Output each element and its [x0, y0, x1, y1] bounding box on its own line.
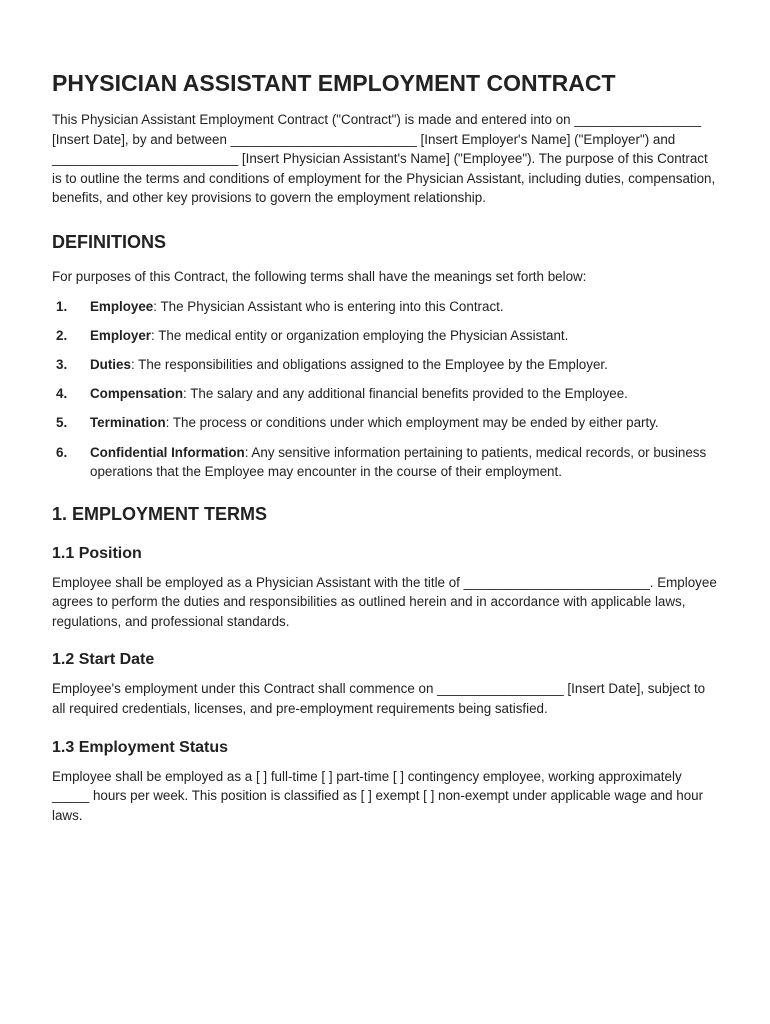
definition-number: 2. [56, 327, 68, 343]
definitions-lead: For purposes of this Contract, the following terms shall have the meanings set forth below: [52, 268, 587, 284]
definition-text: : The salary and any additional financial benefits provided to the Employee. [183, 386, 628, 402]
definition-item-confidential-information [52, 443, 720, 482]
definition-item-termination [52, 413, 720, 433]
definition-term: Employee [90, 298, 154, 314]
definition-item-employee [52, 297, 720, 317]
definition-term: Employer [90, 327, 152, 343]
definition-term: Confidential Information [90, 444, 245, 460]
definition-item-compensation [52, 384, 720, 404]
definition-item-duties [52, 355, 720, 375]
start-date-heading: 1.2 Start Date [52, 651, 155, 669]
definition-number: 3. [56, 356, 68, 372]
document-title: PHYSICIAN ASSISTANT EMPLOYMENT CONTRACT [52, 70, 616, 96]
definition-term: Termination [90, 415, 166, 431]
definition-text: : The Physician Assistant who is entering into this Contract. [153, 298, 504, 314]
definition-text: : The process or conditions under which employment may be ended by either party. [165, 415, 659, 431]
definition-item-employer [52, 326, 720, 346]
definition-number: 4. [56, 386, 68, 402]
definitions-heading: DEFINITIONS [52, 231, 167, 252]
definition-term: Duties [90, 356, 131, 372]
definition-term: Compensation [90, 386, 183, 402]
definition-text: : Any sensitive information pertaining to patients, medical records, or business operations that the Employee may encounter in the course of their employment. [90, 444, 707, 480]
definition-number: 1. [56, 298, 68, 314]
position-heading: 1.1 Position [52, 544, 142, 562]
position-paragraph: Employee shall be employed as a Physician Assistant with the title of _________________________. Employee agrees to perform the duties and responsibilities as outlined herein and in accordance with applicable laws, regulations, and professional standards. [52, 574, 717, 629]
definition-number: 6. [56, 444, 68, 460]
employment-terms-heading: 1. EMPLOYMENT TERMS [52, 503, 268, 524]
definition-number: 5. [56, 415, 68, 431]
definition-text: : The responsibilities and obligations assigned to the Employee by the Employer. [130, 356, 608, 372]
start-date-paragraph: Employee's employment under this Contract shall commence on _________________ [Insert Date], subject to all required credentials, licenses, and pre-employment requirements being satisfied. [52, 681, 706, 717]
definition-text: : The medical entity or organization employing the Physician Assistant. [151, 327, 569, 343]
definitions-list [52, 297, 720, 482]
employment-status-heading: 1.3 Employment Status [52, 738, 229, 756]
employment-status-paragraph: Employee shall be employed as a [ ] full-time [ ] part-time [ ] contingency employee, working approximately _____ hours per week. This position is classified as [ ] exempt [ ] non-exempt under applicable wage and hour laws. [52, 768, 704, 823]
intro-paragraph: This Physician Assistant Employment Contract ("Contract") is made and entered into on _________________ [Insert Date], by and between _________________________ [Insert Employer's Name] ("Employer") and _________________________ [Insert Physician Assistant's Name] ("Employee"). The purpose of this Contract is to outline the terms and conditions of employment for the Physician Assistant, including duties, compensation, benefits, and other key provisions to govern the employment relationship. [52, 112, 716, 206]
